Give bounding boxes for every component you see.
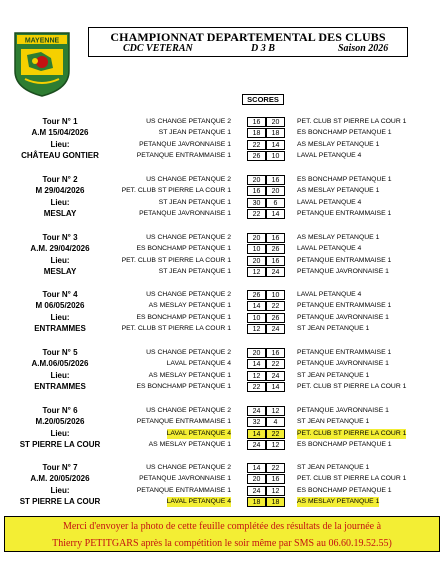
page-title: CHAMPIONNAT DEPARTEMENTAL DES CLUBS bbox=[110, 30, 386, 44]
away-score: 26 bbox=[266, 313, 285, 323]
round-info-line: ENTRAMMES bbox=[34, 381, 86, 391]
division-label: D 3 B bbox=[251, 43, 275, 54]
home-team: US CHANGE PETANQUE 2 bbox=[146, 234, 231, 241]
round-info-line: ENTRAMMES bbox=[34, 323, 86, 333]
away-team: PET. CLUB ST PIERRE LA COUR 1 bbox=[297, 475, 407, 483]
away-score: 24 bbox=[266, 324, 285, 334]
home-score: 24 bbox=[247, 440, 266, 450]
away-score: 16 bbox=[266, 348, 285, 358]
home-team: US CHANGE PETANQUE 2 bbox=[146, 291, 231, 298]
away-team: PETANQUE JAVRONNAISE 1 bbox=[297, 407, 389, 414]
home-team: LAVAL PETANQUE 4 bbox=[166, 429, 231, 437]
footer-line-1: Merci d'envoyer la photo de cette feuille complétée des résultats de la journée à bbox=[62, 521, 382, 532]
home-score: 26 bbox=[247, 290, 266, 300]
away-team: ES BONCHAMP PETANQUE 1 bbox=[297, 440, 392, 448]
away-score: 6 bbox=[266, 198, 285, 208]
home-team: US CHANGE PETANQUE 2 bbox=[146, 176, 231, 183]
away-score: 10 bbox=[266, 151, 285, 161]
away-team: PETANQUE ENTRAMMAISE 1 bbox=[297, 349, 392, 356]
home-team: US CHANGE PETANQUE 2 bbox=[146, 407, 231, 414]
round-info-line: Tour N° 1 bbox=[42, 117, 78, 126]
away-score: 12 bbox=[266, 406, 285, 416]
scores-header: SCORES bbox=[242, 94, 284, 105]
home-team: LAVAL PETANQUE 4 bbox=[166, 360, 231, 368]
away-team: PETANQUE ENTRAMMAISE 1 bbox=[297, 209, 392, 217]
round-info-line: Tour N° 2 bbox=[42, 175, 78, 184]
away-score: 20 bbox=[266, 186, 285, 196]
home-team: PET. CLUB ST PIERRE LA COUR 1 bbox=[121, 187, 231, 195]
home-team: LAVAL PETANQUE 4 bbox=[166, 497, 231, 505]
svg-text:MAYENNE: MAYENNE bbox=[24, 37, 60, 45]
home-score: 20 bbox=[247, 474, 266, 484]
home-score: 24 bbox=[247, 406, 266, 416]
round-info-line: A.M.06/05/2026 bbox=[31, 359, 89, 369]
away-team: LAVAL PETANQUE 4 bbox=[297, 291, 362, 298]
away-team: LAVAL PETANQUE 4 bbox=[297, 151, 362, 159]
away-team: AS MESLAY PETANQUE 1 bbox=[297, 140, 380, 148]
round-info-line: ST PIERRE LA COUR bbox=[19, 439, 101, 449]
home-team: AS MESLAY PETANQUE 1 bbox=[148, 302, 231, 310]
away-team: LAVAL PETANQUE 4 bbox=[297, 198, 362, 206]
round-info-line: Lieu: bbox=[50, 370, 70, 380]
home-team: PETANQUE JAVRONNAISE 1 bbox=[139, 475, 231, 483]
away-score: 22 bbox=[266, 301, 285, 311]
home-team: PET. CLUB ST PIERRE LA COUR 1 bbox=[121, 256, 231, 264]
home-team: PET. CLUB ST PIERRE LA COUR 1 bbox=[121, 324, 231, 332]
round-info-line: Tour N° 5 bbox=[42, 348, 78, 357]
round-info-line: M 29/04/2026 bbox=[35, 186, 85, 196]
home-team: ES BONCHAMP PETANQUE 1 bbox=[136, 382, 231, 390]
home-score: 26 bbox=[247, 151, 266, 161]
round-info-line: Lieu: bbox=[50, 197, 70, 207]
home-score: 18 bbox=[247, 497, 266, 507]
home-team: AS MESLAY PETANQUE 1 bbox=[148, 440, 231, 448]
footer-notice bbox=[4, 516, 440, 552]
home-score: 20 bbox=[247, 256, 266, 266]
home-score: 14 bbox=[247, 463, 266, 473]
round-info-line: Tour N° 3 bbox=[42, 233, 78, 242]
round-info-line: Lieu: bbox=[50, 428, 70, 438]
away-score: 16 bbox=[266, 474, 285, 484]
home-team: US CHANGE PETANQUE 2 bbox=[146, 349, 231, 356]
round-info-line: MESLAY bbox=[43, 208, 77, 218]
home-score: 16 bbox=[247, 117, 266, 127]
home-team: ST JEAN PETANQUE 1 bbox=[158, 267, 231, 275]
away-team: PET. CLUB ST PIERRE LA COUR 1 bbox=[297, 118, 407, 125]
home-score: 12 bbox=[247, 324, 266, 334]
home-score: 14 bbox=[247, 301, 266, 311]
home-score: 14 bbox=[247, 359, 266, 369]
away-team: ES BONCHAMP PETANQUE 1 bbox=[297, 486, 392, 494]
home-score: 16 bbox=[247, 186, 266, 196]
away-score: 22 bbox=[266, 463, 285, 473]
away-score: 10 bbox=[266, 290, 285, 300]
round-info-line: Lieu: bbox=[50, 255, 70, 265]
away-team: PETANQUE JAVRONNAISE 1 bbox=[297, 313, 389, 321]
round-info-line: Lieu: bbox=[50, 312, 70, 322]
away-score: 16 bbox=[266, 256, 285, 266]
home-score: 22 bbox=[247, 382, 266, 392]
away-score: 12 bbox=[266, 486, 285, 496]
away-team: ST JEAN PETANQUE 1 bbox=[297, 418, 370, 426]
away-score: 16 bbox=[266, 175, 285, 185]
away-team: PET. CLUB ST PIERRE LA COUR 1 bbox=[297, 382, 407, 390]
away-score: 26 bbox=[266, 244, 285, 254]
home-score: 22 bbox=[247, 209, 266, 219]
round-info-line: Tour N° 4 bbox=[42, 290, 78, 299]
away-team: AS MESLAY PETANQUE 1 bbox=[297, 497, 380, 505]
round-info-line: ST PIERRE LA COUR bbox=[19, 496, 101, 506]
away-score: 18 bbox=[266, 128, 285, 138]
round-info-line: M.20/05/2026 bbox=[35, 417, 85, 427]
round-info-line: M 06/05/2026 bbox=[35, 301, 85, 311]
home-score: 22 bbox=[247, 140, 266, 150]
home-team: US CHANGE PETANQUE 2 bbox=[146, 464, 231, 471]
away-score: 4 bbox=[266, 417, 285, 427]
away-score: 14 bbox=[266, 382, 285, 392]
home-team: PETANQUE ENTRAMMAISE 1 bbox=[136, 418, 231, 426]
away-team: PETANQUE JAVRONNAISE 1 bbox=[297, 360, 389, 368]
away-team: ST JEAN PETANQUE 1 bbox=[297, 371, 370, 379]
round-info-line: CHÂTEAU GONTIER bbox=[21, 150, 99, 160]
round-info-line: MESLAY bbox=[43, 266, 77, 276]
away-score: 18 bbox=[266, 497, 285, 507]
category-label: CDC VETERAN bbox=[123, 43, 193, 54]
home-score: 14 bbox=[247, 429, 266, 439]
home-score: 18 bbox=[247, 128, 266, 138]
home-team: AS MESLAY PETANQUE 1 bbox=[148, 371, 231, 379]
home-score: 20 bbox=[247, 348, 266, 358]
round-info-line: Tour N° 7 bbox=[42, 463, 78, 472]
away-score: 14 bbox=[266, 209, 285, 219]
away-score: 24 bbox=[266, 371, 285, 381]
away-score: 16 bbox=[266, 233, 285, 243]
home-team: PETANQUE ENTRAMMAISE 1 bbox=[136, 486, 231, 494]
home-team: ST JEAN PETANQUE 1 bbox=[158, 129, 231, 137]
away-score: 20 bbox=[266, 117, 285, 127]
away-score: 24 bbox=[266, 267, 285, 277]
home-team: PETANQUE ENTRAMMAISE 1 bbox=[136, 151, 231, 159]
away-team: PETANQUE ENTRAMMAISE 1 bbox=[297, 302, 392, 310]
away-team: AS MESLAY PETANQUE 1 bbox=[297, 234, 380, 241]
home-team: PETANQUE JAVRONNAISE 1 bbox=[139, 209, 231, 217]
footer-line-2: Thierry PETITGARS après la compétition le soir même par SMS au 06.60.19.52.55) bbox=[52, 538, 392, 549]
away-team: LAVAL PETANQUE 4 bbox=[297, 245, 362, 253]
away-score: 22 bbox=[266, 359, 285, 369]
home-team: ST JEAN PETANQUE 1 bbox=[158, 198, 231, 206]
home-score: 20 bbox=[247, 175, 266, 185]
home-score: 30 bbox=[247, 198, 266, 208]
round-info-line: A.M 15/04/2026 bbox=[31, 128, 89, 138]
away-team: ST JEAN PETANQUE 1 bbox=[297, 464, 370, 471]
home-team: ES BONCHAMP PETANQUE 1 bbox=[136, 245, 231, 253]
home-team: US CHANGE PETANQUE 2 bbox=[146, 118, 231, 125]
home-team: PETANQUE JAVRONNAISE 1 bbox=[139, 140, 231, 148]
season-label: Saison 2026 bbox=[338, 43, 389, 54]
away-score: 22 bbox=[266, 429, 285, 439]
home-score: 10 bbox=[247, 244, 266, 254]
home-score: 24 bbox=[247, 486, 266, 496]
away-team: ES BONCHAMP PETANQUE 1 bbox=[297, 129, 392, 137]
round-info-line: Tour N° 6 bbox=[42, 406, 78, 415]
home-score: 10 bbox=[247, 313, 266, 323]
away-team: AS MESLAY PETANQUE 1 bbox=[297, 187, 380, 195]
home-score: 12 bbox=[247, 267, 266, 277]
round-info-line: A.M. 29/04/2026 bbox=[30, 244, 90, 254]
home-score: 32 bbox=[247, 417, 266, 427]
away-team: ES BONCHAMP PETANQUE 1 bbox=[297, 176, 392, 183]
away-team: ST JEAN PETANQUE 1 bbox=[297, 324, 370, 332]
round-info-line: A.M. 20/05/2026 bbox=[30, 474, 90, 484]
away-score: 12 bbox=[266, 440, 285, 450]
round-info-line: Lieu: bbox=[50, 139, 70, 149]
away-team: PET. CLUB ST PIERRE LA COUR 1 bbox=[297, 429, 407, 437]
header-box bbox=[88, 27, 408, 57]
mayenne-logo bbox=[13, 31, 71, 97]
home-score: 12 bbox=[247, 371, 266, 381]
home-score: 20 bbox=[247, 233, 266, 243]
home-team: ES BONCHAMP PETANQUE 1 bbox=[136, 313, 231, 321]
away-score: 14 bbox=[266, 140, 285, 150]
away-team: PETANQUE JAVRONNAISE 1 bbox=[297, 267, 389, 275]
round-info-line: Lieu: bbox=[50, 485, 70, 495]
away-team: PETANQUE ENTRAMMAISE 1 bbox=[297, 256, 392, 264]
